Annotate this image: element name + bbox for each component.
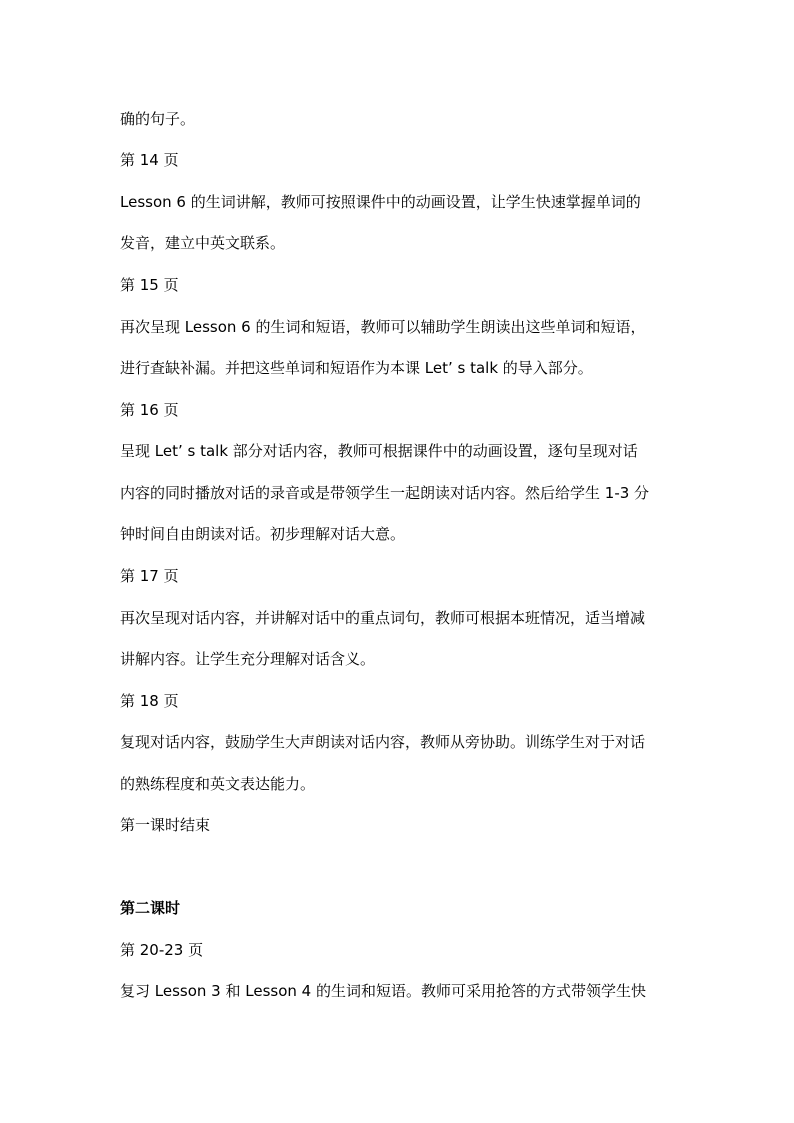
paragraph-line: 进行查缺补漏。并把这些单词和短语作为本课 Let’ s talk 的导入部分。 [120, 359, 593, 377]
paragraph-line: 内容的同时播放对话的录音或是带领学生一起朗读对话内容。然后给学生 1-3 分 [120, 484, 650, 502]
lesson-end-note: 第一课时结束 [120, 816, 211, 834]
paragraph-line: Lesson 6 的生词讲解，教师可按照课件中的动画设置，让学生快速掌握单词的 [120, 193, 641, 211]
paragraph-line: 呈现 Let’ s talk 部分对话内容，教师可根据课件中的动画设置，逐句呈现对话 [120, 442, 638, 460]
section-heading: 第二课时 [120, 899, 181, 917]
page-heading: 第 16 页 [120, 401, 179, 419]
paragraph-line: 钟时间自由朗读对话。初步理解对话大意。 [120, 525, 406, 543]
paragraph-line: 发音，建立中英文联系。 [120, 234, 286, 252]
page-heading: 第 14 页 [120, 151, 179, 169]
paragraph-line: 的熟练程度和英文表达能力。 [120, 775, 316, 793]
page-heading: 第 17 页 [120, 567, 179, 585]
paragraph-line: 再次呈现对话内容，并讲解对话中的重点词句，教师可根据本班情况，适当增减 [120, 609, 646, 627]
page-heading: 第 15 页 [120, 276, 179, 294]
paragraph-line: 再次呈现 Lesson 6 的生词和短语，教师可以辅助学生朗读出这些单词和短语， [120, 318, 646, 336]
paragraph-line: 复现对话内容，鼓励学生大声朗读对话内容，教师从旁协助。训练学生对于对话 [120, 733, 646, 751]
paragraph-line: 确的句子。 [120, 110, 196, 128]
page-heading: 第 18 页 [120, 692, 179, 710]
paragraph-line: 复习 Lesson 3 和 Lesson 4 的生词和短语。教师可采用抢答的方式带领学生快 [120, 982, 646, 1000]
page-heading: 第 20-23 页 [120, 941, 204, 959]
paragraph-line: 讲解内容。让学生充分理解对话含义。 [120, 650, 376, 668]
